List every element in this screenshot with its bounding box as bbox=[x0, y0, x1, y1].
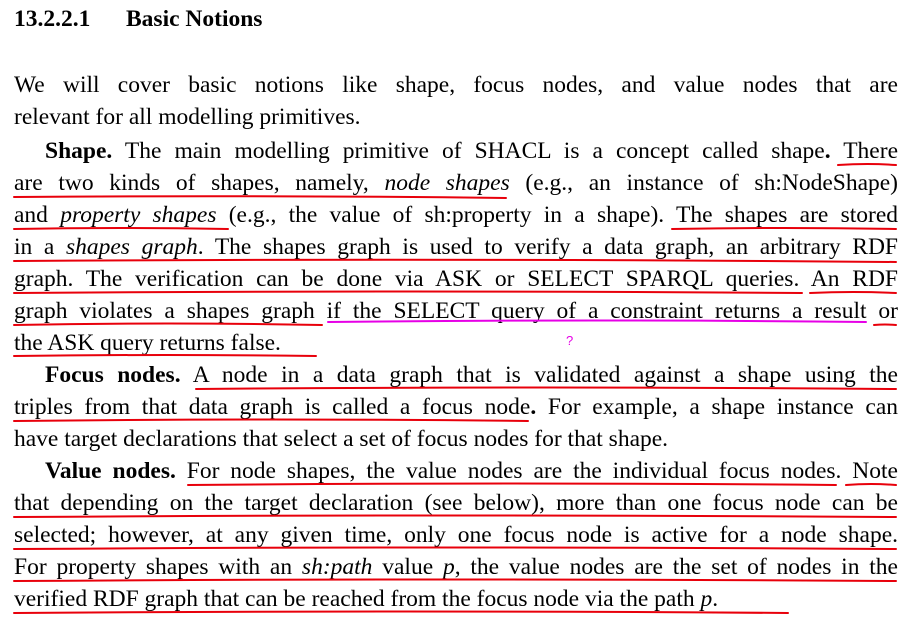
value-text: value bbox=[372, 554, 443, 580]
section-number: 13.2.2.1 bbox=[14, 6, 91, 32]
shape-text: (e.g., an instance of sh:NodeShape) bbox=[509, 170, 899, 196]
value-line-3: selected; however, at any given time, only one focus node is active for a node shape. bbox=[14, 522, 898, 548]
focus-term: Focus nodes. bbox=[45, 362, 181, 388]
shape-text: in a bbox=[14, 234, 66, 260]
value-text: For property shapes with an bbox=[14, 554, 302, 580]
focus-period: . bbox=[530, 394, 537, 420]
focus-text: For example, a shape instance can bbox=[536, 394, 898, 420]
value-text: For node shapes, the value nodes are the individual focus nodes. Note bbox=[175, 458, 898, 484]
value-line-2: that depending on the target declaration (see below), more than one focus node can be bbox=[14, 490, 898, 516]
shape-text: are two kinds of shapes, namely, bbox=[14, 170, 385, 196]
intro-line-2: relevant for all modelling primitives. bbox=[14, 104, 361, 130]
focus-line-3: have target declarations that select a set of focus nodes for that shape. bbox=[14, 426, 669, 452]
value-line-4 bbox=[14, 552, 898, 582]
value-text: . bbox=[712, 586, 719, 612]
focus-line-2 bbox=[14, 392, 898, 422]
shape-text: (e.g., the value of sh:property in a shape). The shapes are stored bbox=[216, 202, 899, 228]
value-var-italic: p bbox=[700, 586, 713, 612]
shape-term-italic: node shapes bbox=[384, 170, 510, 196]
section-title: Basic Notions bbox=[126, 6, 263, 32]
section-heading bbox=[14, 6, 262, 33]
shape-term-italic: shapes graph bbox=[65, 234, 198, 260]
value-text: verified RDF graph that can be reached from the focus node via the path bbox=[14, 586, 701, 612]
focus-text: triples from that data graph is called a focus node bbox=[14, 394, 531, 420]
shape-line-4 bbox=[14, 232, 898, 262]
shape-text: The main modelling primitive of SHACL is a concept called shape bbox=[112, 138, 825, 164]
value-term: Value nodes. bbox=[45, 458, 176, 484]
shape-text: There bbox=[830, 138, 898, 164]
shape-text: and bbox=[14, 202, 61, 228]
value-line-5 bbox=[14, 584, 898, 614]
value-line-1 bbox=[45, 456, 898, 486]
value-term-italic: sh:path bbox=[301, 554, 373, 580]
shape-term-italic: property shapes bbox=[60, 202, 217, 228]
shape-line-6: graph violates a shapes graph if the SELECT query of a constraint returns a result or bbox=[14, 298, 898, 324]
intro-line-1: We will cover basic notions like shape, focus nodes, and value nodes that are bbox=[14, 72, 898, 98]
shape-line-7: the ASK query returns false. bbox=[14, 330, 281, 356]
value-var-italic: p bbox=[442, 554, 455, 580]
shape-line-3 bbox=[14, 200, 898, 230]
focus-line-1 bbox=[45, 360, 898, 390]
shape-line-1 bbox=[45, 136, 898, 166]
margin-question-mark: ? bbox=[566, 333, 574, 348]
shape-line-5: graph. The verification can be done via ASK or SELECT SPARQL queries. An RDF bbox=[14, 266, 898, 292]
shape-period: . bbox=[824, 138, 831, 164]
shape-line-2 bbox=[14, 168, 898, 198]
focus-text: A node in a data graph that is validated against a shape using the bbox=[180, 362, 898, 388]
value-text: , the value nodes are the set of nodes in the bbox=[454, 554, 898, 580]
shape-text: . The shapes graph is used to verify a data graph, an arbitrary RDF bbox=[197, 234, 898, 260]
shape-term: Shape. bbox=[45, 138, 113, 164]
